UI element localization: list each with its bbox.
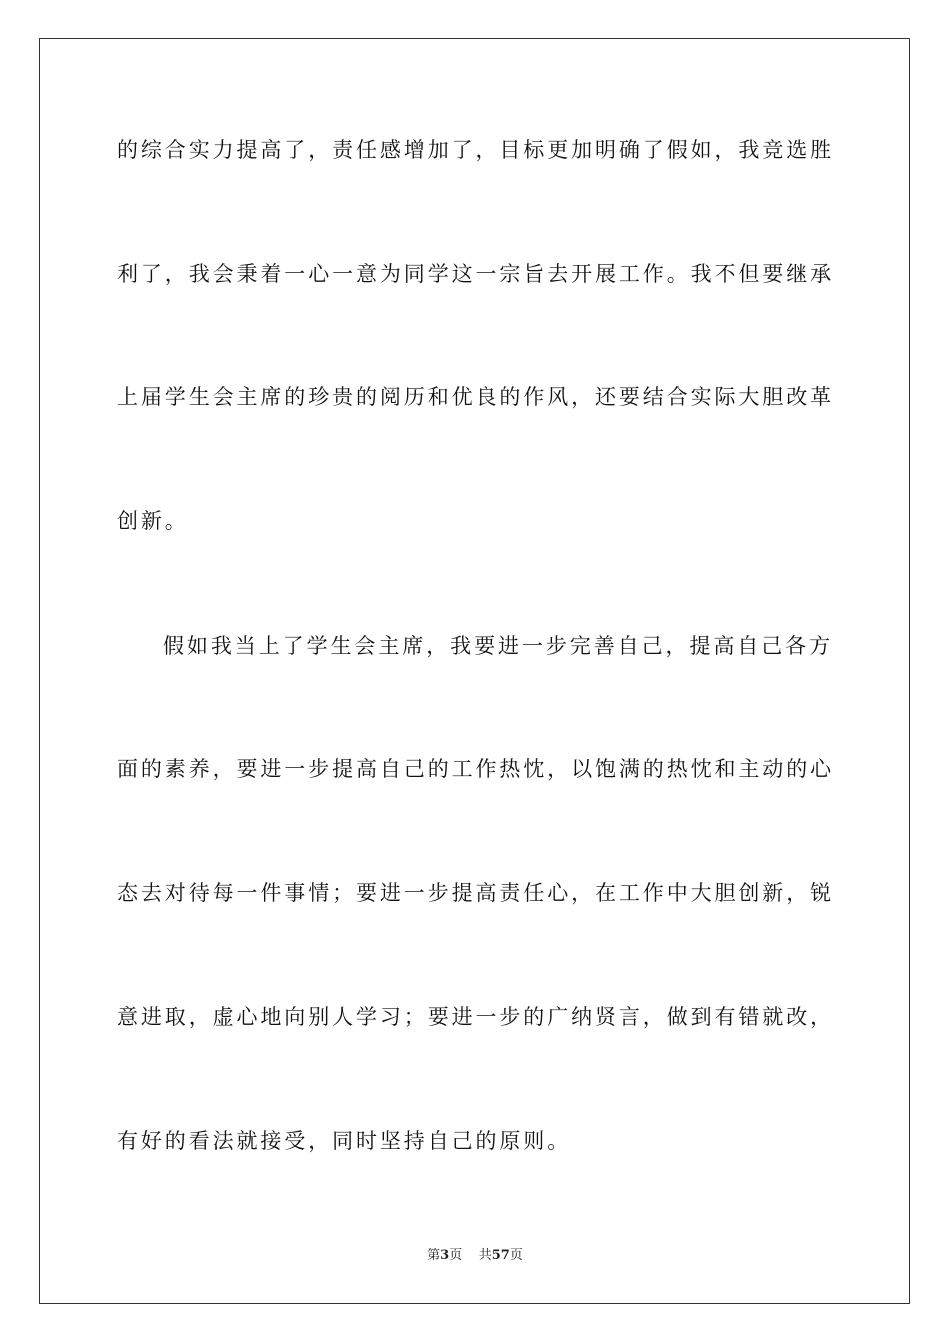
footer-page-word: 页 <box>449 1248 463 1263</box>
text-line-1: 的综合实力提高了，责任感增加了，目标更加明确了假如，我竞选胜 <box>117 138 834 162</box>
footer-prefix: 第 <box>427 1248 441 1263</box>
text-line-4: 创新。 <box>117 509 189 533</box>
page-footer <box>0 1246 950 1266</box>
text-line-8: 意进取，虚心地向别人学习；要进一步的广纳贤言，做到有错就改， <box>117 1005 834 1029</box>
footer-total-word: 页 <box>509 1248 523 1263</box>
text-line-5-indented: 假如我当上了学生会主席，我要进一步完善自己，提高自己各方 <box>163 634 833 658</box>
text-line-3: 上届学生会主席的珍贵的阅历和优良的作风，还要结合实际大胆改革 <box>117 385 834 409</box>
text-line-2: 利了，我会秉着一心一意为同学这一宗旨去开展工作。我不但要继承 <box>117 262 834 286</box>
page-border <box>39 38 910 1304</box>
text-line-9: 有好的看法就接受，同时坚持自己的原则。 <box>117 1129 572 1153</box>
footer-total-prefix: 共 <box>478 1248 492 1263</box>
total-pages-number: 57 <box>491 1248 510 1263</box>
text-line-7: 态去对待每一件事情；要进一步提高责任心，在工作中大胆创新，锐 <box>117 881 834 905</box>
current-page-number: 3 <box>440 1248 450 1263</box>
text-line-6: 面的素养，要进一步提高自己的工作热忱，以饱满的热忱和主动的心 <box>117 757 834 781</box>
